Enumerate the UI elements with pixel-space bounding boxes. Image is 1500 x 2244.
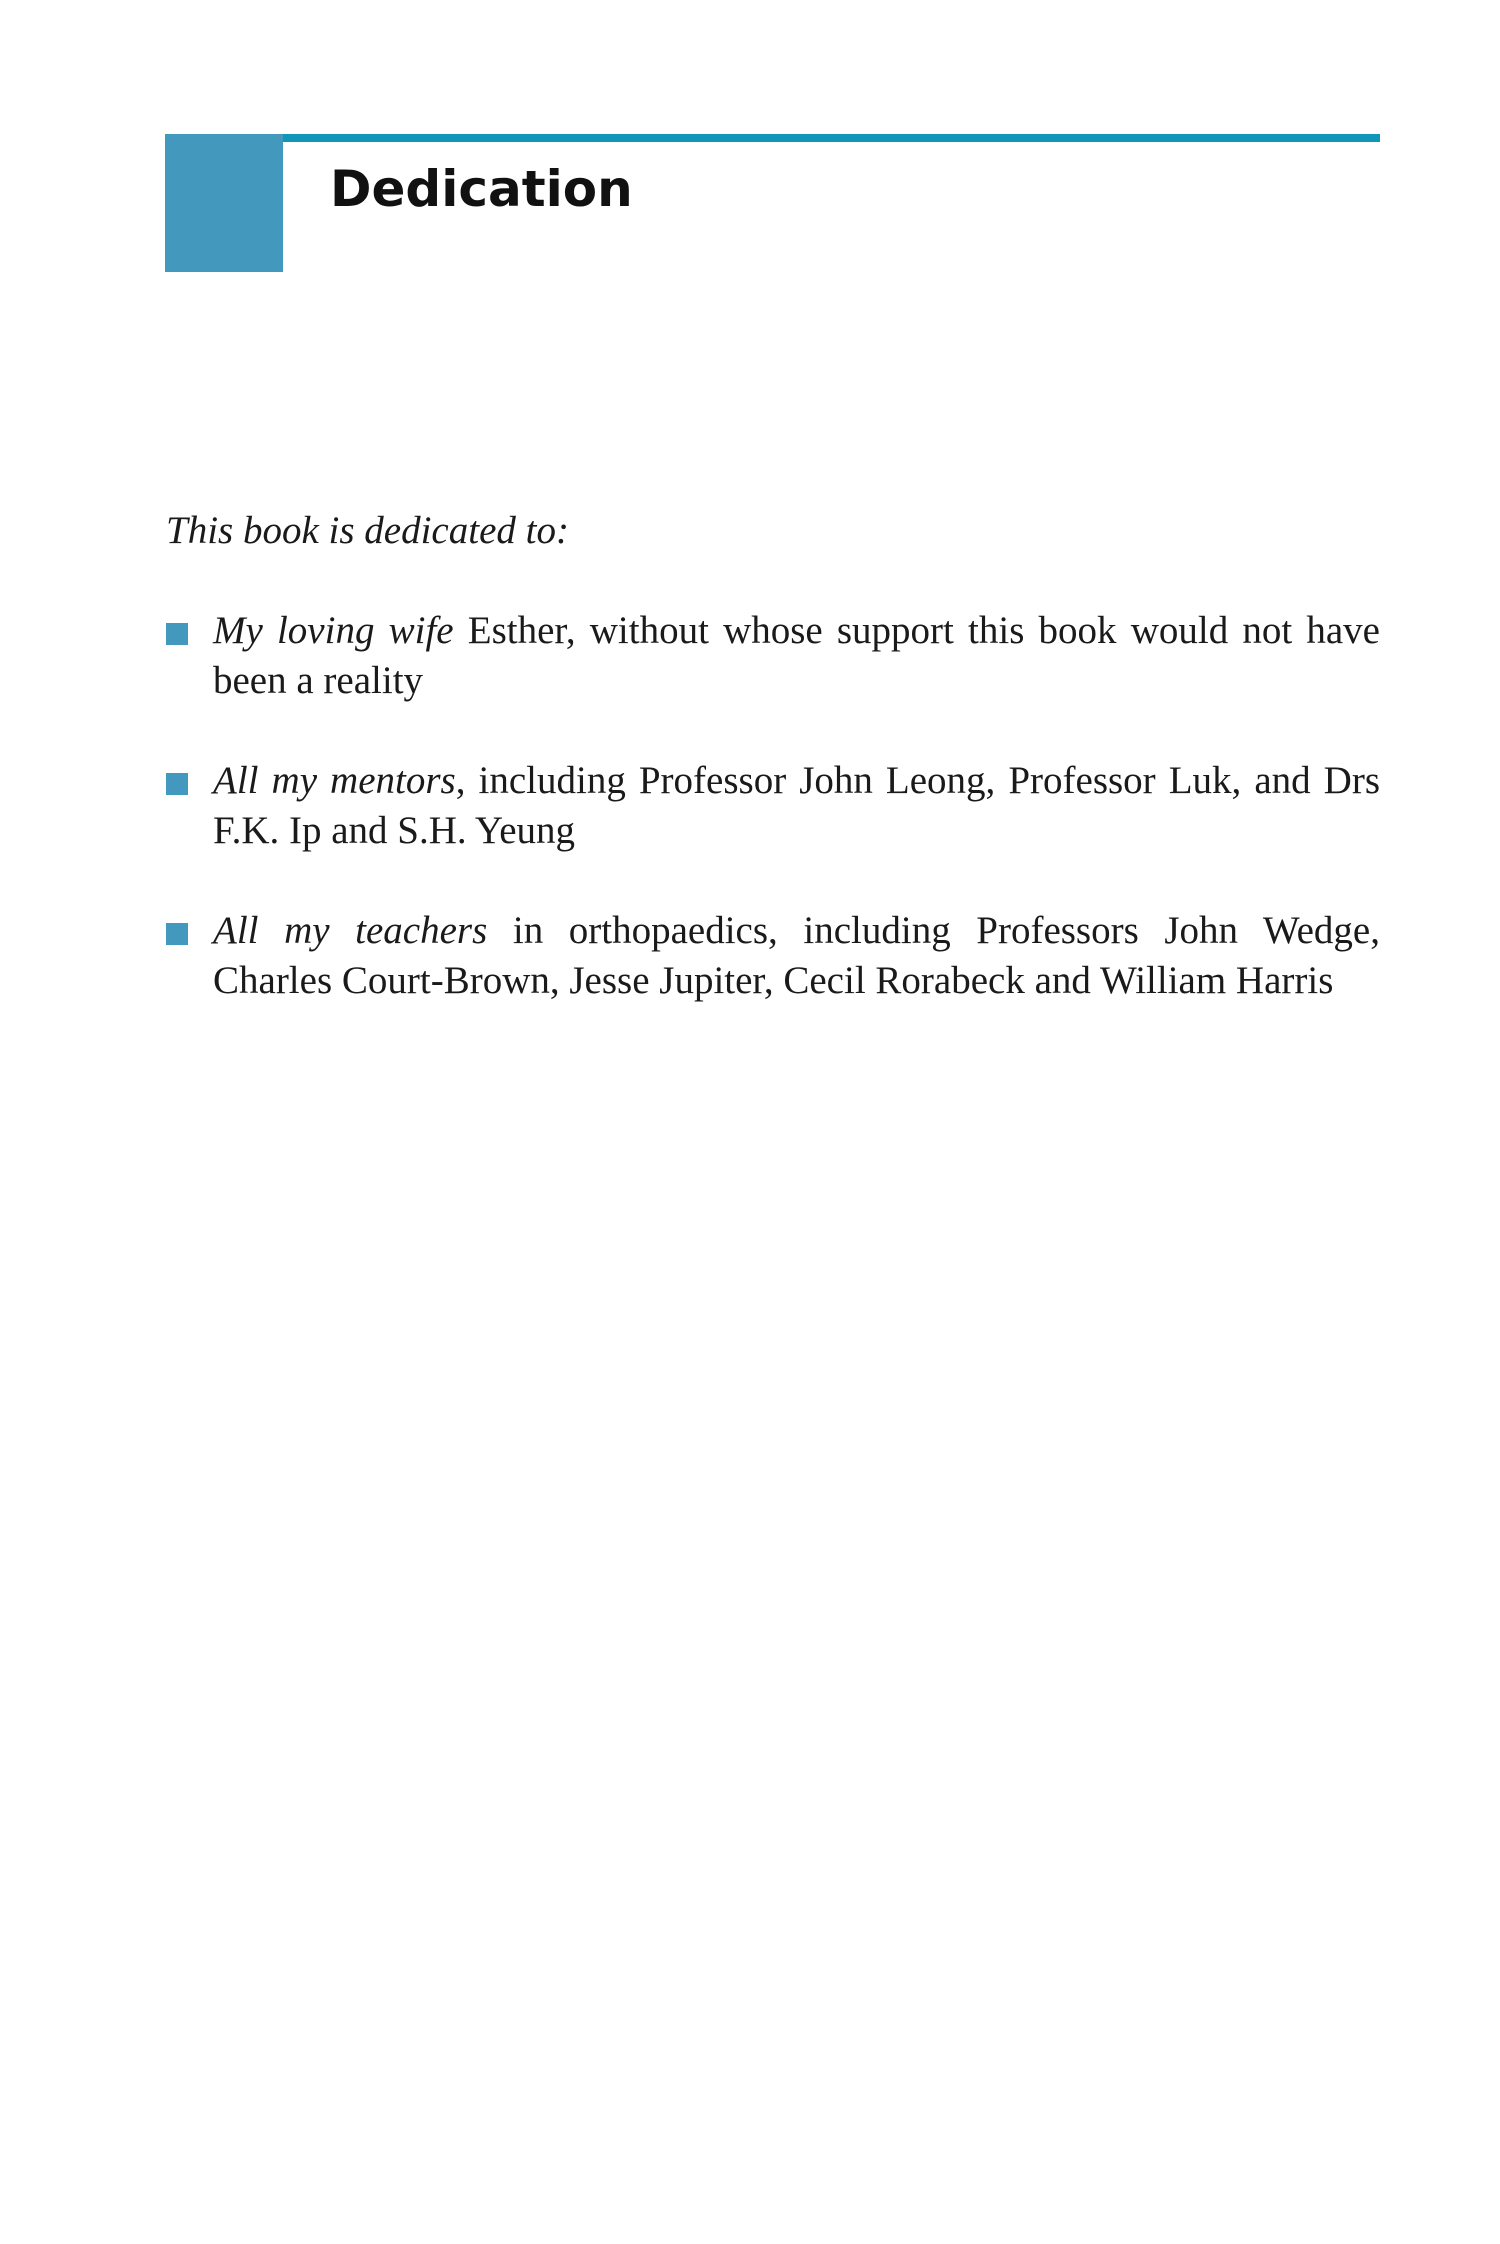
square-bullet-icon xyxy=(166,773,188,795)
square-bullet-icon xyxy=(166,623,188,645)
dedication-lead: My loving wife xyxy=(213,609,454,652)
dedication-lead: All my mentors xyxy=(213,759,456,802)
square-bullet-icon xyxy=(166,923,188,945)
dedication-list xyxy=(166,606,1380,1056)
dedication-item-teachers xyxy=(166,906,1380,1006)
dedication-text: in orthopaedics, including Professors John Wedge, Charles Court-Brown, Jesse Jupiter, Cecil Rorabeck and William Harris xyxy=(213,909,1380,1002)
dedication-intro: This book is dedicated to: xyxy=(166,509,569,552)
page-title: Dedication xyxy=(330,160,633,218)
dedication-item-mentors xyxy=(166,756,1380,856)
dedication-text: Esther, without whose support this book would not have been a reality xyxy=(213,609,1380,702)
header-rule xyxy=(165,134,1380,142)
dedication-lead: All my teachers xyxy=(213,909,488,952)
dedication-text: , including Professor John Leong, Professor Luk, and Drs F.K. Ip and S.H. Yeung xyxy=(213,759,1380,852)
dedication-item-wife xyxy=(166,606,1380,706)
header-color-block xyxy=(165,134,283,272)
